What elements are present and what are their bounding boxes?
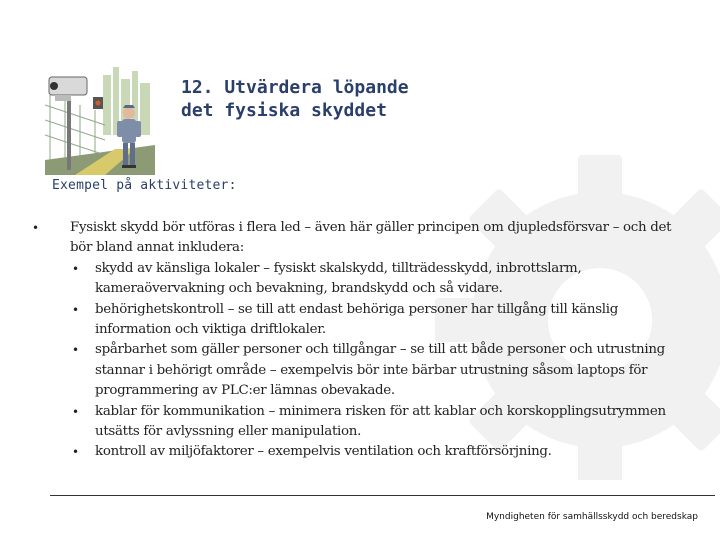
main-bullet-item xyxy=(30,218,680,463)
sub-bullet-text: kontroll av miljöfaktorer – exempelvis ventilation och kraftförsörjning. xyxy=(95,444,552,460)
sub-bullet-item xyxy=(70,300,680,341)
bullet-icon: • xyxy=(72,261,79,276)
subtitle: Exempel på aktiviteter: xyxy=(52,178,237,193)
sub-bullet-text: skydd av känsliga lokaler – fysiskt skalskydd, tillträdesskydd, inbrottslarm, kameraövervakning och bevakning, brandskydd och så vidare. xyxy=(95,260,582,297)
footer-divider xyxy=(50,495,715,496)
bullet-icon: • xyxy=(72,404,79,419)
sub-bullet-item xyxy=(70,402,680,443)
sub-bullet-text: kablar för kommunikation – minimera risken för att kablar och korskopplingsutrymmen utsätts för avlyssning eller manipulation. xyxy=(95,403,666,440)
bullet-icon: • xyxy=(72,343,79,358)
bullet-icon: • xyxy=(72,445,79,460)
page-title xyxy=(181,76,409,122)
title-line: 12. Utvärdera löpande xyxy=(181,77,409,98)
bullet-icon: • xyxy=(72,302,79,317)
title-line: det fysiska skyddet xyxy=(181,100,387,121)
footer-organization: Myndigheten för samhällsskydd och beredskap xyxy=(486,512,698,522)
sub-bullet-item xyxy=(70,259,680,300)
sub-bullet-item xyxy=(70,340,680,401)
surveillance-camera-guard-illustration xyxy=(45,65,155,175)
bullet-icon: • xyxy=(32,221,39,235)
main-list xyxy=(30,218,680,463)
bullet-content xyxy=(30,218,680,463)
main-bullet-text: Fysiskt skydd bör utföras i flera led – även här gäller principen om djupledsförsvar – och det bör bland annat inkludera: xyxy=(70,220,672,256)
sub-bullet-item xyxy=(70,442,680,462)
sub-bullet-text: spårbarhet som gäller personer och tillgångar – se till att både personer och utrustning stannar i behörigt område – exempelvis bör inte bärbar utrustning såsom laptops för programmering av PLC:er lämnas obevakade. xyxy=(95,342,665,399)
sub-list xyxy=(70,259,680,463)
sub-bullet-text: behörighetskontroll – se till att endast behöriga personer har tillgång till känslig information och viktiga driftlokaler. xyxy=(95,301,619,338)
